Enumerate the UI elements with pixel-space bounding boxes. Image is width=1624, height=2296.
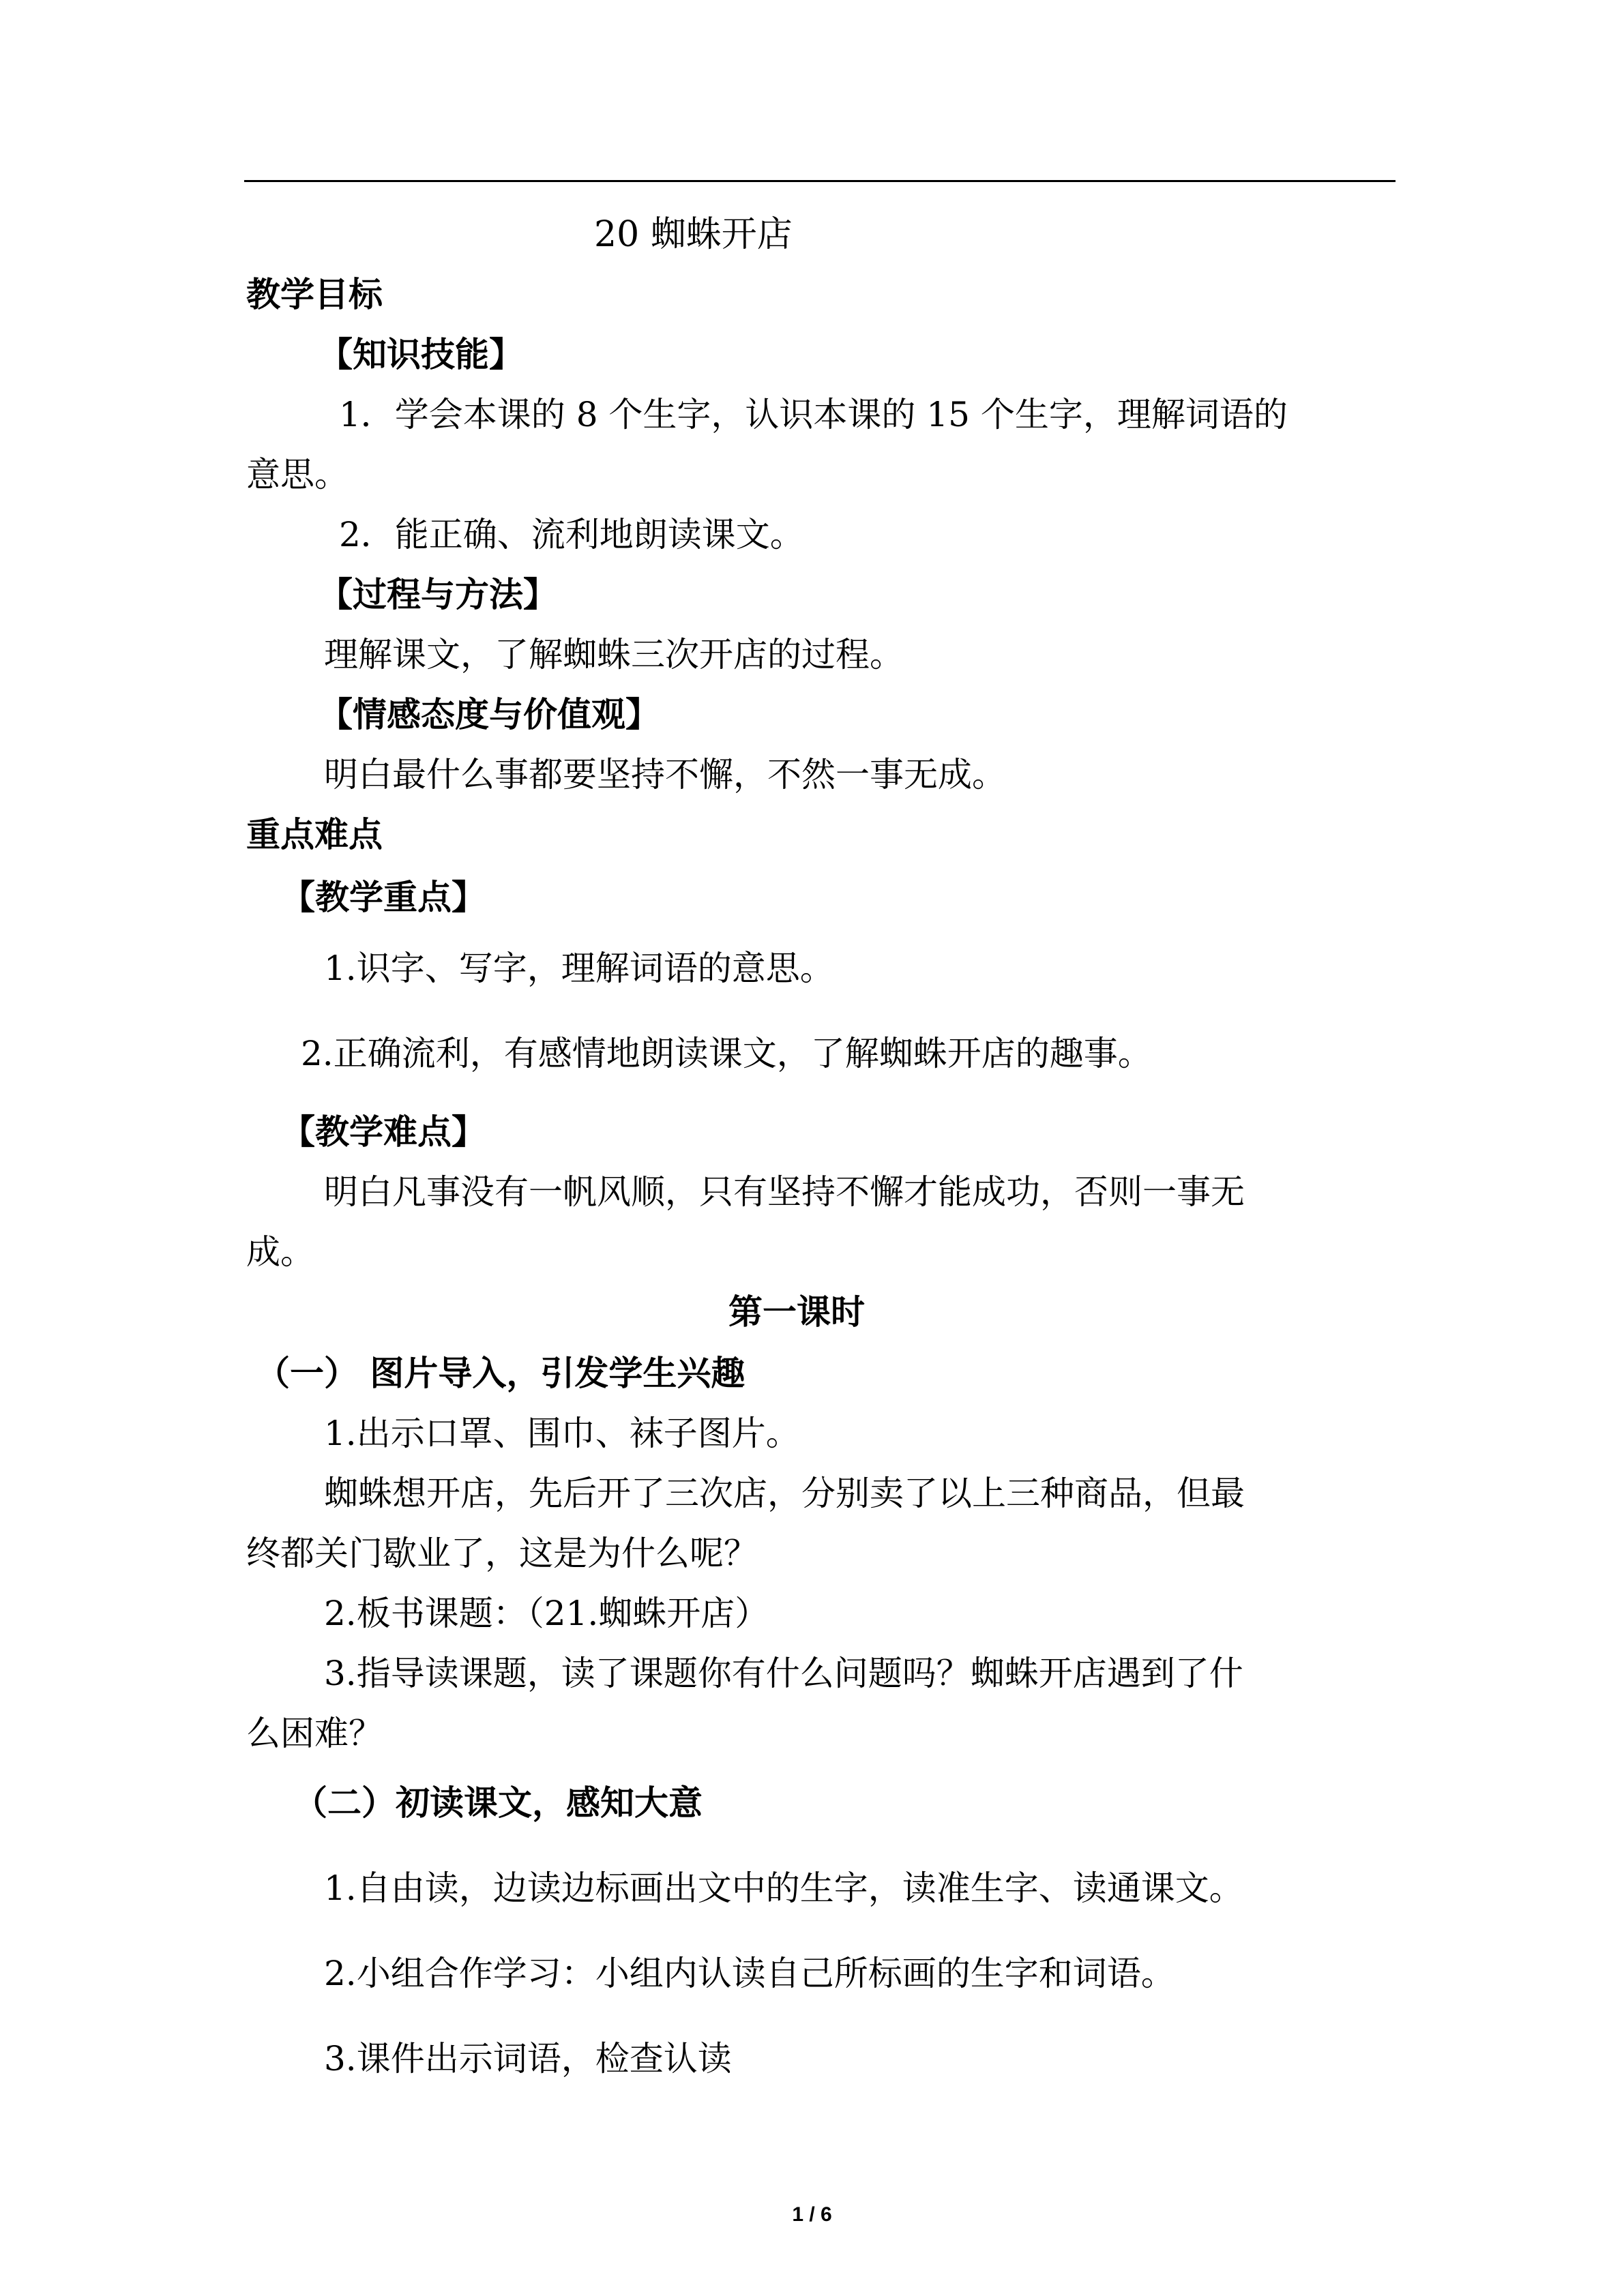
- part1-step-3-line-1: 3.指导读课题，读了课题你有什么问题吗？蜘蛛开店遇到了什: [324, 1654, 1243, 1693]
- part2-step-3: 3.课件出示词语，检查认读: [324, 2039, 732, 2078]
- goal-item-1-line-2: 意思。: [246, 455, 349, 494]
- part2-heading: （二）初读课文，感知大意: [293, 1783, 703, 1823]
- emotion-values-text: 明白最什么事都要坚持不懈，不然一事无成。: [324, 755, 1006, 794]
- part1-step-2: 2.板书课题：（21.蜘蛛开店）: [324, 1594, 769, 1633]
- part1-heading: （一） 图片导入，引发学生兴趣: [256, 1353, 745, 1393]
- process-method-text: 理解课文，了解蜘蛛三次开店的过程。: [324, 635, 904, 674]
- part2-step-2: 2.小组合作学习：小组内认读自己所标画的生字和词语。: [324, 1954, 1175, 1993]
- difficult-points-label: 【教学难点】: [281, 1112, 486, 1152]
- key-difficult-heading: 重点难点: [246, 814, 383, 854]
- part1-para-line-2: 终都关门歇业了，这是为什么呢？: [246, 1534, 758, 1573]
- lesson-title: 20 蜘蛛开店: [594, 214, 793, 255]
- difficult-point-line-1: 明白凡事没有一帆风顺，只有坚持不懈才能成功，否则一事无: [324, 1172, 1245, 1212]
- difficult-point-line-2: 成。: [246, 1232, 314, 1272]
- goal-item-2: 2．能正确、流利地朗读课文。: [339, 515, 804, 554]
- part1-para-line-1: 蜘蛛想开店，先后开了三次店，分别卖了以上三种商品，但最: [324, 1474, 1245, 1513]
- process-method-label: 【过程与方法】: [319, 574, 557, 614]
- part1-step-3-line-2: 么困难？: [246, 1714, 383, 1753]
- knowledge-skills-label: 【知识技能】: [319, 334, 523, 374]
- part1-step-1: 1.出示口罩、围巾、袜子图片。: [324, 1414, 800, 1453]
- page-number: 1 / 6: [792, 2203, 832, 2226]
- key-points-label: 【教学重点】: [281, 877, 486, 917]
- key-point-2: 2.正确流利，有感情地朗读课文，了解蜘蛛开店的趣事。: [301, 1034, 1152, 1073]
- part2-step-1: 1.自由读，边读边标画出文中的生字，读准生字、读通课文。: [324, 1868, 1243, 1908]
- key-point-1: 1.识字、写字，理解词语的意思。: [324, 949, 834, 988]
- teaching-goals-heading: 教学目标: [246, 274, 383, 314]
- emotion-values-label: 【情感态度与价值观】: [319, 694, 660, 734]
- first-period-heading: 第一课时: [728, 1292, 865, 1332]
- goal-item-1-line-1: 1．学会本课的 8 个生字，认识本课的 15 个生字，理解词语的: [339, 395, 1288, 434]
- header-rule: [244, 180, 1396, 182]
